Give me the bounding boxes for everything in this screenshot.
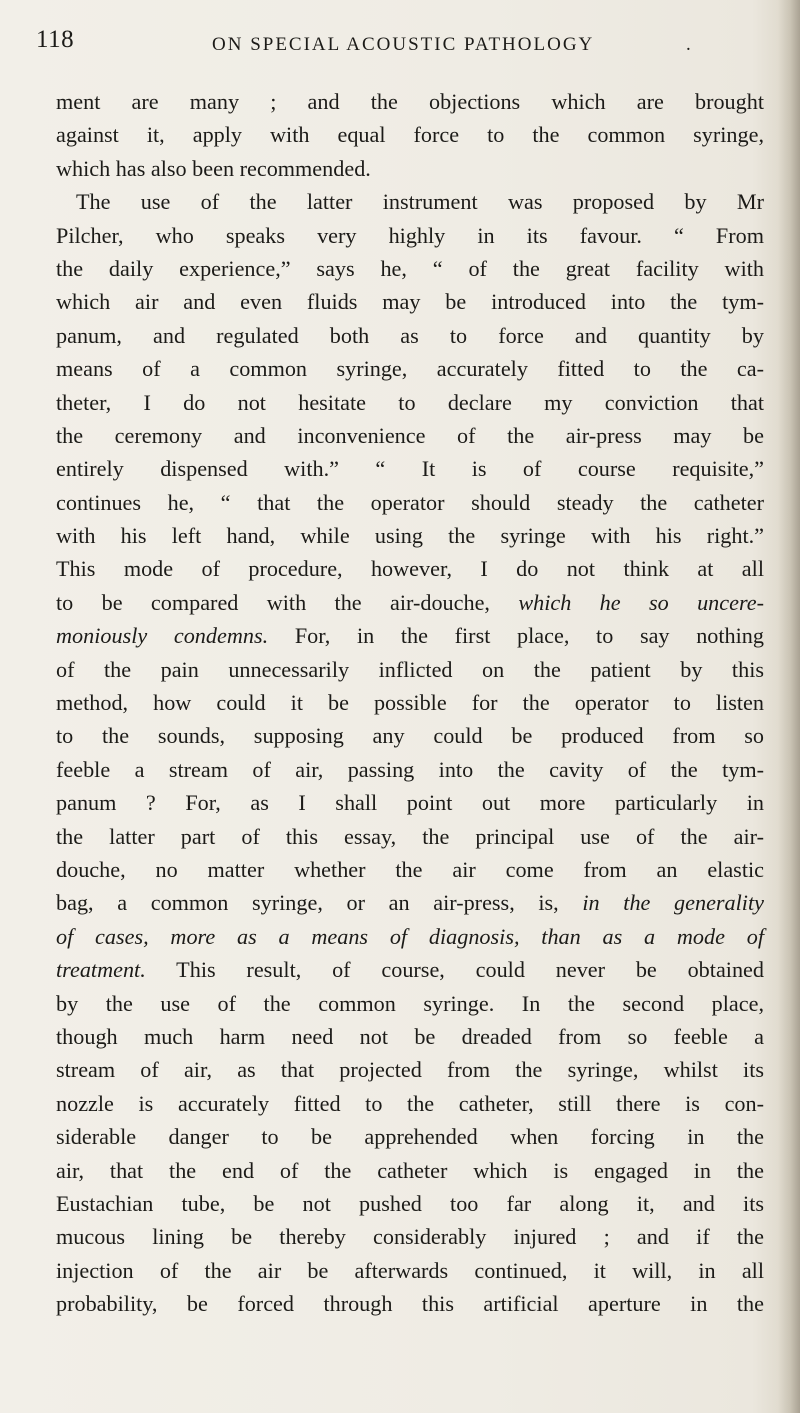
text-segment: the latter part of this essay, the principal use of the air-: [56, 823, 764, 849]
text-line: [56, 1287, 764, 1320]
text-line: [56, 1120, 764, 1153]
text-line: [56, 1187, 764, 1220]
text-segment: panum ? For, as I shall point out more particularly in: [56, 790, 764, 816]
text-line: [56, 386, 764, 419]
text-line: [56, 452, 764, 485]
text-line: [56, 285, 764, 318]
text-segment: mucous lining be thereby considerably injured ; and if the: [56, 1224, 764, 1250]
text-segment: Pilcher, who speaks very highly in its favour. “ From: [56, 222, 764, 248]
text-segment: bag, a common syringe, or an air-press, is,: [56, 890, 583, 916]
text-line: [56, 185, 764, 218]
text-segment: ment are many ; and the objections which are brought: [56, 89, 764, 114]
text-segment: The use of the latter instrument was proposed by Mr: [76, 189, 764, 215]
text-segment: of the pain unnecessarily inflicted on the patient by this: [56, 656, 764, 682]
text-segment: probability, be forced through this artificial aperture in the: [56, 1291, 764, 1317]
text-segment: with his left hand, while using the syringe with his right.”: [56, 523, 764, 549]
text-line: [56, 219, 764, 252]
text-line: [56, 886, 764, 919]
text-segment: stream of air, as that projected from the syringe, whilst its: [56, 1057, 764, 1083]
text-line: [56, 1254, 764, 1287]
text-segment: by the use of the common syringe. In the second place,: [56, 990, 764, 1016]
page-number: 118: [36, 26, 75, 53]
text-line: [56, 152, 764, 185]
text-line: [56, 352, 764, 385]
text-segment: method, how could it be possible for the operator to listen: [56, 690, 764, 716]
text-line: [56, 85, 764, 118]
text-segment: continues he, “ that the operator should steady the catheter: [56, 489, 764, 515]
text-segment: which air and even fluids may be introduced into the tym-: [56, 289, 764, 315]
text-segment: douche, no matter whether the air come from an elastic: [56, 856, 764, 882]
text-line: [56, 653, 764, 686]
text-line: [56, 419, 764, 452]
text-segment: Eustachian tube, be not pushed too far along it, and its: [56, 1190, 764, 1216]
text-line: [56, 118, 764, 151]
text-line: [56, 753, 764, 786]
text-line: [56, 920, 764, 953]
text-line: [56, 686, 764, 719]
italic-text-segment: treatment.: [56, 957, 146, 983]
running-title-end: .: [686, 34, 691, 55]
text-line: [56, 1053, 764, 1086]
text-segment: This result, of course, could never be obtained: [145, 957, 764, 983]
italic-text-segment: in the generality: [582, 890, 764, 916]
text-line: [56, 1020, 764, 1053]
text-line: [56, 619, 764, 652]
page-header: [36, 26, 736, 66]
text-segment: means of a common syringe, accurately fitted to the ca-: [56, 356, 764, 382]
text-line: [56, 586, 764, 619]
text-segment: though much harm need not be dreaded from so feeble a: [56, 1023, 764, 1049]
text-segment: injection of the air be afterwards continued, it will, in all: [56, 1257, 764, 1283]
text-line: [56, 853, 764, 886]
italic-text-segment: which he so uncere-: [518, 589, 764, 615]
text-segment: siderable danger to be apprehended when forcing in the: [56, 1124, 764, 1150]
text-segment: For, in the first place, to say nothing: [268, 623, 764, 649]
text-segment: theter, I do not hesitate to declare my conviction that: [56, 389, 764, 415]
text-segment: panum, and regulated both as to force and quantity by: [56, 322, 764, 348]
text-segment: feeble a stream of air, passing into the cavity of the tym-: [56, 756, 764, 782]
text-line: [56, 1220, 764, 1253]
text-line: [56, 1154, 764, 1187]
text-segment: the daily experience,” says he, “ of the great facility with: [56, 255, 764, 281]
text-segment: the ceremony and inconvenience of the air-press may be: [56, 422, 764, 448]
text-segment: against it, apply with equal force to the common syringe,: [56, 122, 764, 148]
text-segment: nozzle is accurately fitted to the catheter, still there is con-: [56, 1090, 764, 1116]
running-title: ON SPECIAL ACOUSTIC PATHOLOGY: [212, 34, 595, 55]
text-segment: which has also been recommended.: [56, 155, 371, 181]
text-segment: air, that the end of the catheter which is engaged in the: [56, 1157, 764, 1183]
text-line: [56, 486, 764, 519]
text-segment: entirely dispensed with.” “ It is of course requisite,”: [56, 456, 764, 482]
italic-text-segment: moniously condemns.: [56, 623, 269, 649]
page-edge-shadow: [778, 0, 800, 1413]
body-text: [56, 85, 764, 1320]
text-line: [56, 1087, 764, 1120]
text-line: [56, 252, 764, 285]
text-line: [56, 552, 764, 585]
text-segment: This mode of procedure, however, I do not think at all: [56, 556, 764, 582]
text-line: [56, 953, 764, 986]
text-line: [56, 786, 764, 819]
text-segment: to the sounds, supposing any could be produced from so: [56, 723, 764, 749]
text-line: [56, 820, 764, 853]
text-segment: to be compared with the air-douche,: [56, 589, 519, 615]
text-line: [56, 987, 764, 1020]
text-line: [56, 319, 764, 352]
text-line: [56, 519, 764, 552]
italic-text-segment: of cases, more as a means of diagnosis, than as a mode of: [56, 923, 764, 949]
text-line: [56, 719, 764, 752]
